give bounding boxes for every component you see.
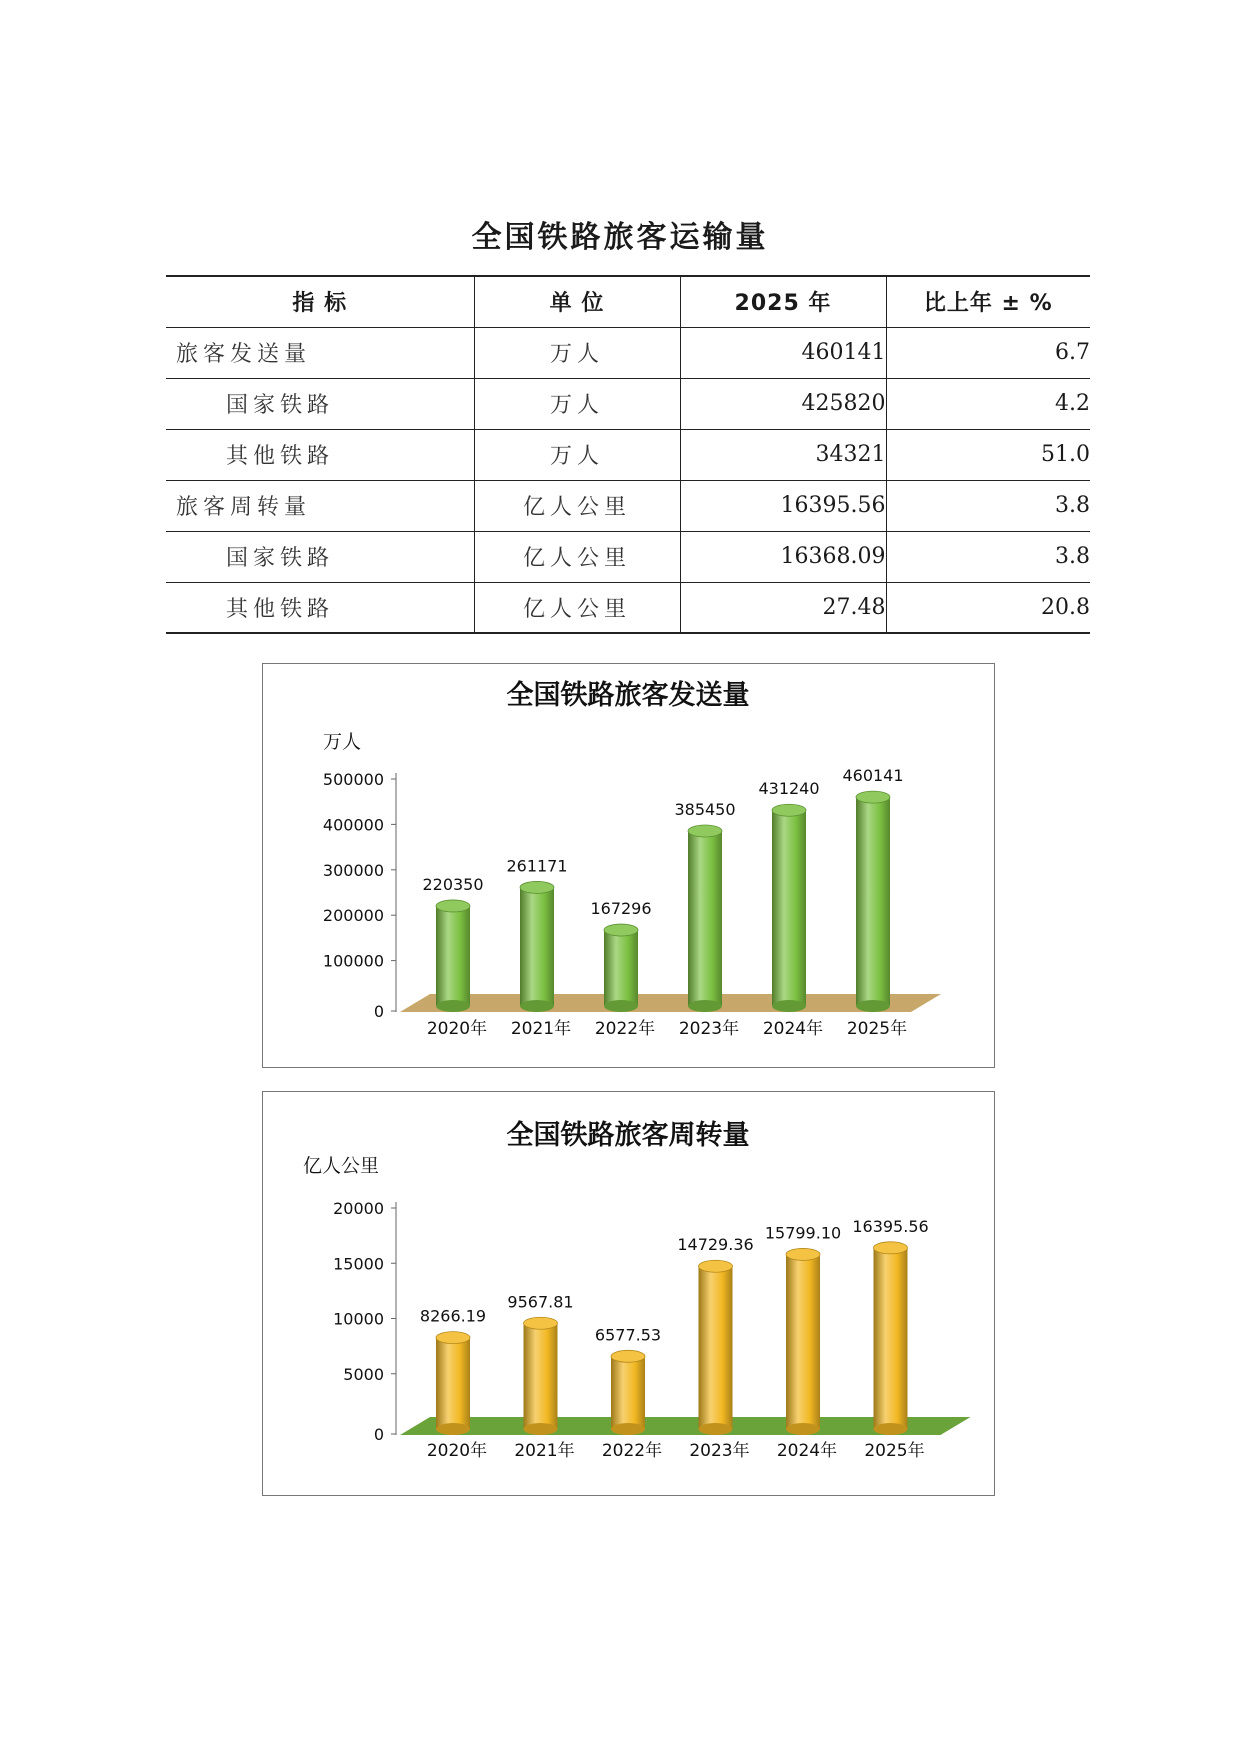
row-indicator: 旅客发送量 <box>166 327 474 378</box>
passenger-volume-chart <box>262 663 995 1068</box>
row-unit: 万人 <box>474 429 680 480</box>
bar-value-label: 15799.10 <box>764 1223 842 1243</box>
y-tick-label: 15000 <box>333 1254 384 1274</box>
table-row <box>166 327 1090 378</box>
bar <box>520 881 554 1012</box>
y-tick-label: 5000 <box>343 1364 384 1384</box>
y-tick-label: 400000 <box>322 815 384 835</box>
bar <box>604 924 638 1012</box>
bar-base <box>611 1423 645 1435</box>
header-unit: 单 位 <box>474 276 680 327</box>
bar-body <box>611 1356 645 1429</box>
y-tick-label: 0 <box>373 1002 384 1021</box>
row-change: 4.2 <box>886 378 1090 429</box>
bar <box>772 804 806 1012</box>
bar-body <box>699 1266 733 1429</box>
bar-top <box>772 804 806 816</box>
bar-value-label: 9567.81 <box>507 1292 574 1312</box>
page-title: 全国铁路旅客运输量 <box>471 220 769 255</box>
row-value: 34321 <box>680 429 886 480</box>
passenger-turnover-chart-svg <box>263 1092 993 1494</box>
bar-top <box>611 1350 645 1362</box>
row-value: 425820 <box>680 378 886 429</box>
row-indicator: 国家铁路 <box>166 378 474 429</box>
bar-top <box>524 1317 558 1329</box>
row-value: 16368.09 <box>680 531 886 582</box>
chart-title: 全国铁路旅客周转量 <box>506 1120 750 1151</box>
passenger-transport-table <box>166 275 1090 634</box>
row-value: 27.48 <box>680 582 886 633</box>
row-unit: 亿人公里 <box>474 480 680 531</box>
row-change: 6.7 <box>886 327 1090 378</box>
y-tick-label: 0 <box>373 1425 384 1444</box>
row-value: 460141 <box>680 327 886 378</box>
bar-base <box>874 1423 908 1435</box>
bar <box>874 1242 908 1435</box>
header-year: 2025 年 <box>680 276 886 327</box>
bar-body <box>604 930 638 1006</box>
header-change: 比上年 ± % <box>886 276 1090 327</box>
row-change: 20.8 <box>886 582 1090 633</box>
row-unit: 亿人公里 <box>474 582 680 633</box>
bar-value-label: 6577.53 <box>594 1325 662 1345</box>
row-indicator: 其他铁路 <box>166 582 474 633</box>
y-axis-label: 亿人公里 <box>303 1155 380 1177</box>
bar-base <box>786 1423 820 1435</box>
bar-base <box>688 1000 722 1012</box>
bar <box>436 900 470 1012</box>
table-row <box>166 531 1090 582</box>
chart-title: 全国铁路旅客发送量 <box>506 680 750 711</box>
bar-top <box>604 924 638 936</box>
y-tick-label: 20000 <box>333 1199 384 1218</box>
bar-value-label: 385450 <box>674 800 736 820</box>
row-unit: 万人 <box>474 378 680 429</box>
bar-value-label: 460141 <box>842 766 904 786</box>
x-category-label: 2025年 <box>864 1441 925 1461</box>
x-category-label: 2020年 <box>426 1441 488 1461</box>
bar-value-label: 16395.56 <box>852 1216 929 1236</box>
bar-top <box>436 900 470 912</box>
table-row <box>166 582 1090 633</box>
bar <box>524 1317 558 1435</box>
bar-value-label: 8266.19 <box>419 1306 487 1326</box>
y-tick-label: 10000 <box>333 1309 384 1329</box>
table-row <box>166 378 1090 429</box>
row-indicator: 旅客周转量 <box>166 480 474 531</box>
bar-top <box>520 881 554 893</box>
x-category-label: 2023年 <box>678 1019 740 1039</box>
bar-base <box>699 1423 733 1435</box>
row-indicator: 其他铁路 <box>166 429 474 480</box>
table-row <box>166 480 1090 531</box>
bar-base <box>604 1000 638 1012</box>
x-category-label: 2021年 <box>510 1019 572 1039</box>
bar-value-label: 167296 <box>590 899 652 919</box>
bar-body <box>436 1338 470 1429</box>
bar-base <box>436 1423 470 1435</box>
bar-body <box>772 810 806 1006</box>
bar-value-label: 431240 <box>758 779 820 799</box>
bar-value-label: 14729.36 <box>677 1235 754 1255</box>
bar <box>786 1248 820 1435</box>
bar-base <box>772 1000 806 1012</box>
bar-body <box>786 1254 820 1429</box>
bar-body <box>436 906 470 1006</box>
x-category-label: 2022年 <box>594 1019 656 1039</box>
row-unit: 亿人公里 <box>474 531 680 582</box>
bar-value-label: 220350 <box>422 874 484 894</box>
y-axis-label: 万人 <box>323 731 362 753</box>
bar-body <box>874 1248 908 1429</box>
y-tick-label: 200000 <box>322 906 384 926</box>
x-category-label: 2023年 <box>689 1441 750 1461</box>
bar-top <box>436 1332 470 1344</box>
row-change: 3.8 <box>886 480 1090 531</box>
bar-body <box>524 1323 558 1429</box>
x-category-label: 2020年 <box>426 1019 488 1039</box>
x-category-label: 2022年 <box>601 1441 663 1461</box>
row-unit: 万人 <box>474 327 680 378</box>
bar-value-label: 261171 <box>506 856 568 876</box>
x-category-label: 2024年 <box>762 1019 824 1039</box>
bar-body <box>520 887 554 1006</box>
bar-base <box>436 1000 470 1012</box>
bar-top <box>786 1248 820 1260</box>
header-indicator: 指 标 <box>166 276 474 327</box>
y-tick-label: 500000 <box>322 770 384 789</box>
bar <box>688 825 722 1012</box>
table-row <box>166 429 1090 480</box>
bar-top <box>874 1242 908 1254</box>
bar-body <box>856 797 890 1006</box>
bar-top <box>688 825 722 837</box>
table-header-row <box>166 276 1090 327</box>
bar <box>856 791 890 1012</box>
x-category-label: 2021年 <box>514 1441 575 1461</box>
row-indicator: 国家铁路 <box>166 531 474 582</box>
bar <box>699 1260 733 1435</box>
bar-top <box>856 791 890 803</box>
passenger-volume-chart-svg <box>263 664 993 1066</box>
x-category-label: 2025年 <box>846 1019 908 1039</box>
bar <box>611 1350 645 1435</box>
bar-base <box>856 1000 890 1012</box>
row-change: 3.8 <box>886 531 1090 582</box>
row-change: 51.0 <box>886 429 1090 480</box>
bar-base <box>520 1000 554 1012</box>
bar-base <box>524 1423 558 1435</box>
x-category-label: 2024年 <box>776 1441 838 1461</box>
y-tick-label: 100000 <box>322 951 384 971</box>
bar <box>436 1332 470 1435</box>
row-value: 16395.56 <box>680 480 886 531</box>
bar-body <box>688 831 722 1006</box>
passenger-turnover-chart <box>262 1091 995 1496</box>
y-tick-label: 300000 <box>322 860 384 880</box>
bar-top <box>699 1260 733 1272</box>
